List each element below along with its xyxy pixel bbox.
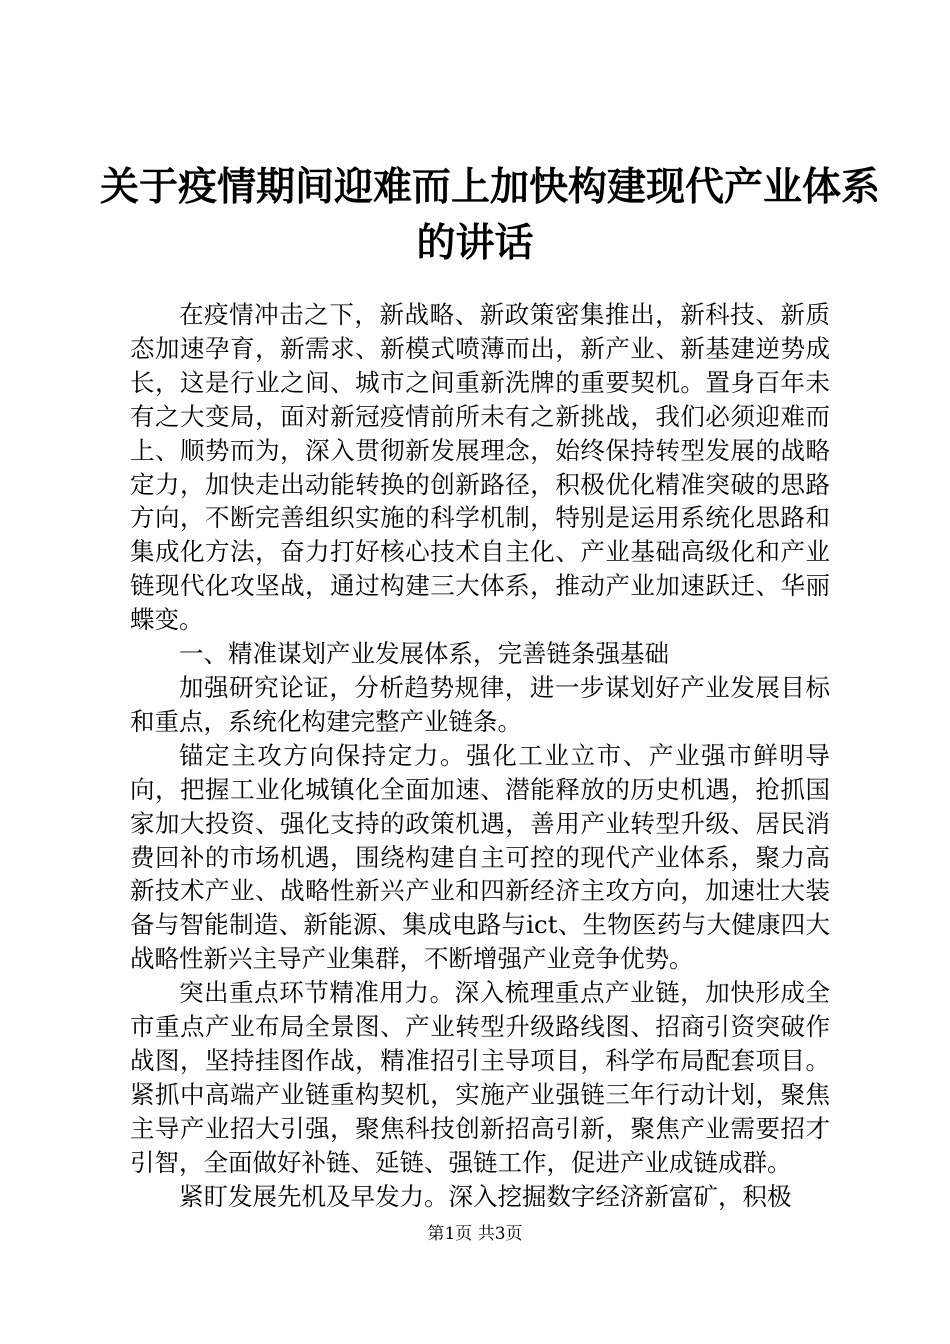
paragraph-key-links: 突出重点环节精准用力。深入梳理重点产业链，加快形成全市重点产业布局全景图、产业转型升级路线图、招商引资突破作战图，坚持挂图作战，精准招引主导项目，科学布局配套项目。紧抓中高端产业链重构契机，实施产业强链三年行动计划，聚焦主导产业招大引强，聚焦科技创新招高引新，聚焦产业需要招才引智，全面做好补链、延链、强链工作，促进产业成链成群。 [130, 978, 830, 1177]
document-title-line-1: 关于疫情期间迎难而上加快构建现代产业体系 [100, 165, 881, 210]
paragraph-development-opportunity: 紧盯发展先机及早发力。深入挖掘数字经济新富矿，积极 [179, 1181, 792, 1211]
document-title-line-2: 的讲话 [416, 221, 534, 266]
page-number-footer: 第1页 共3页 [427, 1224, 523, 1244]
section-heading-1: 一、精准谋划产业发展体系，完善链条强基础 [179, 639, 669, 669]
paragraph-section-1-intro: 加强研究论证，分析趋势规律，进一步谋划好产业发展目标和重点，系统化构建完整产业链条。 [130, 672, 830, 736]
document-body [130, 298, 830, 1213]
paragraph-main-direction: 锚定主攻方向保持定力。强化工业立市、产业强市鲜明导向，把握工业化城镇化全面加速、潜能释放的历史机遇，抢抓国家加大投资、强化支持的政策机遇，善用产业转型升级、居民消费回补的市场机遇，围绕构建自主可控的现代产业体系，聚力高新技术产业、战略性新兴产业和四新经济主攻方向，加速壮大装备与智能制造、新能源、集成电路与ict、生物医药与大健康四大战略性新兴主导产业集群，不断增强产业竞争优势。 [130, 740, 830, 974]
paragraph-intro: 在疫情冲击之下，新战略、新政策密集推出，新科技、新质态加速孕育，新需求、新模式喷薄而出，新产业、新基建逆势成长，这是行业之间、城市之间重新洗牌的重要契机。置身百年未有之大变局，面对新冠疫情前所未有之新挑战，我们必须迎难而上、顺势而为，深入贯彻新发展理念，始终保持转型发展的战略定力，加快走出动能转换的创新路径，积极优化精准突破的思路方向，不断完善组织实施的科学机制，特别是运用系统化思路和集成化方法，奋力打好核心技术自主化、产业基础高级化和产业链现代化攻坚战，通过构建三大体系，推动产业加速跃迁、华丽蝶变。 [130, 300, 830, 635]
